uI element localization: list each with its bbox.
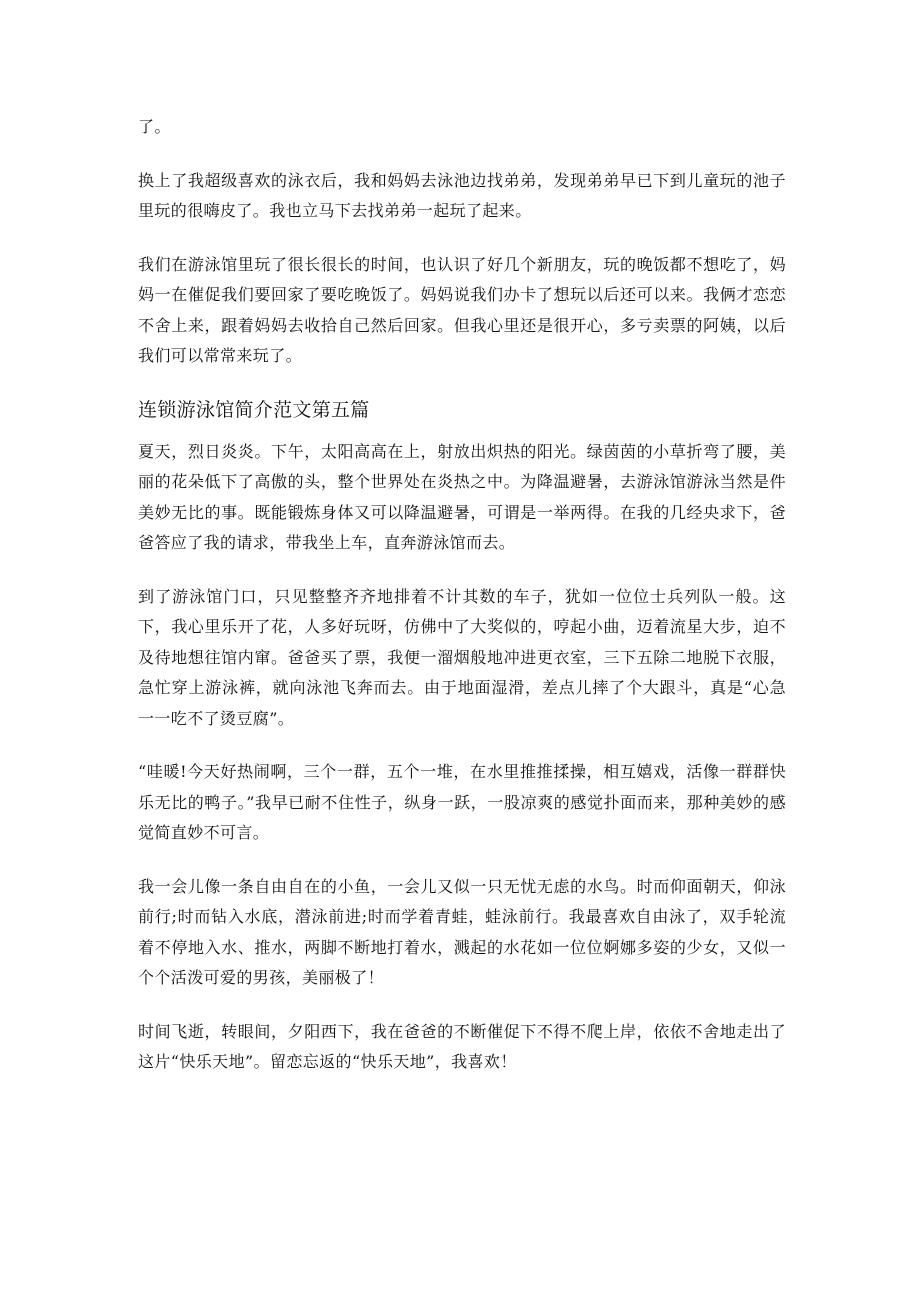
paragraph: 到了游泳馆门口，只见整整齐齐地排着不计其数的车子，犹如一位位士兵列队一般。这下，我心里乐开了花，人多好玩呀，仿佛中了大奖似的，哼起小曲，迈着流星大步，迫不及待地想往馆内窜。爸爸买了票，我便一溜烟般地冲进更衣室，三下五除二地脱下衣服，急忙穿上游泳裤，就向泳池飞奔而去。由于地面湿滑，差点儿摔了个大跟斗，真是“心急一一吃不了烫豆腐”。 (138, 586, 786, 728)
paragraph: 时间飞逝，转眼间，夕阳西下，我在爸爸的不断催促下不得不爬上岸，依依不舍地走出了这片“快乐天地”。留恋忘返的“快乐天地”，我喜欢！ (138, 1021, 786, 1071)
paragraph: 了。 (138, 117, 171, 136)
paragraph: 换上了我超级喜欢的泳衣后，我和妈妈去泳池边找弟弟，发现弟弟早已下到儿童玩的池子里玩的很嗨皮了。我也立马下去找弟弟一起玩了起来。 (138, 170, 786, 220)
section-heading: 连锁游泳馆简介范文第五篇 (138, 398, 370, 421)
paragraph: 夏天，烈日炎炎。下午，太阳高高在上，射放出炽热的阳光。绿茵茵的小草折弯了腰，美丽的花朵低下了高傲的头，整个世界处在炎热之中。为降温避暑，去游泳馆游泳当然是件美妙无比的事。既能锻炼身体又可以降温避暑，可谓是一举两得。在我的几经央求下，爸爸答应了我的请求，带我坐上车，直奔游泳馆而去。 (138, 441, 786, 552)
paragraph: 我一会儿像一条自由自在的小鱼，一会儿又似一只无忧无虑的水鸟。时而仰面朝天，仰泳前行;时而钻入水底，潜泳前进;时而学着青蛙，蛙泳前行。我最喜欢自由泳了，双手轮流着不停地入水、推水，两脚不断地打着水，溅起的水花如一位位婀娜多姿的少女，又似一个个活泼可爱的男孩，美丽极了！ (138, 876, 786, 987)
paragraph: 我们在游泳馆里玩了很长很长的时间，也认识了好几个新朋友，玩的晚饭都不想吃了，妈妈一在催促我们要回家了要吃晚饭了。妈妈说我们办卡了想玩以后还可以来。我俩才恋恋不舍上来，跟着妈妈去收拾自己然后回家。但我心里还是很开心，多亏卖票的阿姨，以后我们可以常常来玩了。 (138, 254, 786, 365)
paragraph: “哇暖!今天好热闹啊，三个一群，五个一堆，在水里推推揉操，相互嬉戏，活像一群群快乐无比的鸭子。”我早已耐不住性子，纵身一跃，一股凉爽的感觉扑面而来，那种美妙的感觉简直妙不可言。 (138, 762, 786, 842)
document-body (138, 112, 786, 1101)
